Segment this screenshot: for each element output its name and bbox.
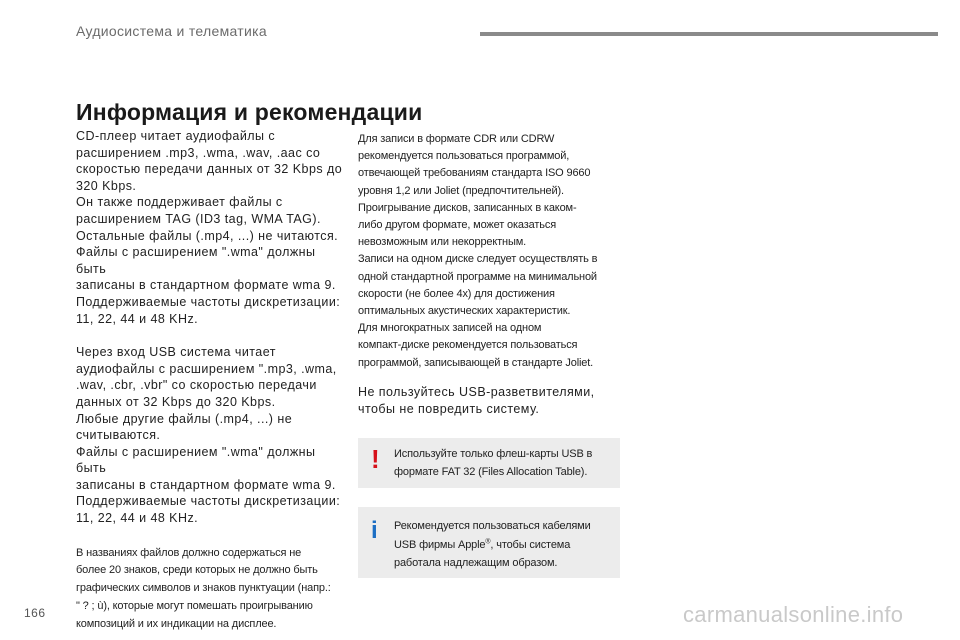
warning-box <box>358 438 620 488</box>
usb-input-paragraph: Через вход USB система читает аудиофайлы с расширением ".mp3, .wma, .wav, .cbr, .vbr" со скоростью передачи данных от 32 Kbps до 320 Kbps. Любые другие файлы (.mp4, ...) не считываются. Файлы с расширением ".wma" должны быть записаны в стандартном формате wma 9. Поддерживаемые частоты дискретизации: 11, 22, 44 и 48 KHz. <box>76 345 341 526</box>
left-column <box>76 128 346 634</box>
info-text-end: , чтобы система работала надлежащим образом. <box>394 538 571 570</box>
watermark: carmanualsonline.info <box>683 602 904 627</box>
exclamation-icon: ! <box>371 444 380 474</box>
info-icon: i <box>371 517 378 544</box>
page-title: Информация и рекомендации <box>76 99 423 125</box>
registered-mark: ® <box>485 537 491 545</box>
page-number: 166 <box>24 606 46 620</box>
cd-player-paragraph: CD-плеер читает аудиофайлы с расширением .mp3, .wma, .wav, .aac со скоростью передачи данных от 32 Kbps до 320 Kbps. Он также поддерживает файлы с расширением TAG (ID3 tag, WMA TAG). Остальные файлы (.mp4, ...) не читаются. Файлы с расширением ".wma" должны быть записаны в стандартном формате wma 9. Поддерживаемые частоты дискретизации: 11, 22, 44 и 48 KHz. <box>76 129 343 326</box>
info-box <box>358 507 620 578</box>
info-text <box>394 517 616 573</box>
warning-text: Используйте только флеш-карты USB в формате FAT 32 (Files Allocation Table). <box>394 448 593 478</box>
file-name-note: В названиях файлов должно содержаться не более 20 знаков, среди которых не должно быть графических символов и знаков пунктуации (напр.: " ? ; ù), которые могут помешать проигрыванию композиций и их индикации на дисплее. <box>76 546 331 630</box>
section-header-title: Аудиосистема и телематика <box>76 23 267 39</box>
header-rule <box>480 32 938 36</box>
cd-recording-paragraph: Для записи в формате CDR или CDRW рекомендуется пользоваться программой, отвечающей требованиям стандарта ISO 9660 уровня 1,2 или Joliet (предпочтительней). Проигрывание дисков, записанных в каком- либо другом формате, может оказаться невозможным или некорректным. Записи на одном диске следует осуществлять в одной стандартной программе на минимальной скорости (не более 4x) для достижения оптимальных акустических характеристик. Для многократных записей на одном компакт-диске рекомендуется пользоваться программой, записывающей в стандарте Joliet. <box>358 133 598 369</box>
info-text-start: Рекомендуется пользоваться кабелями USB фирмы Apple <box>394 520 591 551</box>
right-column <box>358 131 624 430</box>
usb-hub-warning: Не пользуйтесь USB-разветвителями, чтобы не повредить систему. <box>358 384 595 416</box>
